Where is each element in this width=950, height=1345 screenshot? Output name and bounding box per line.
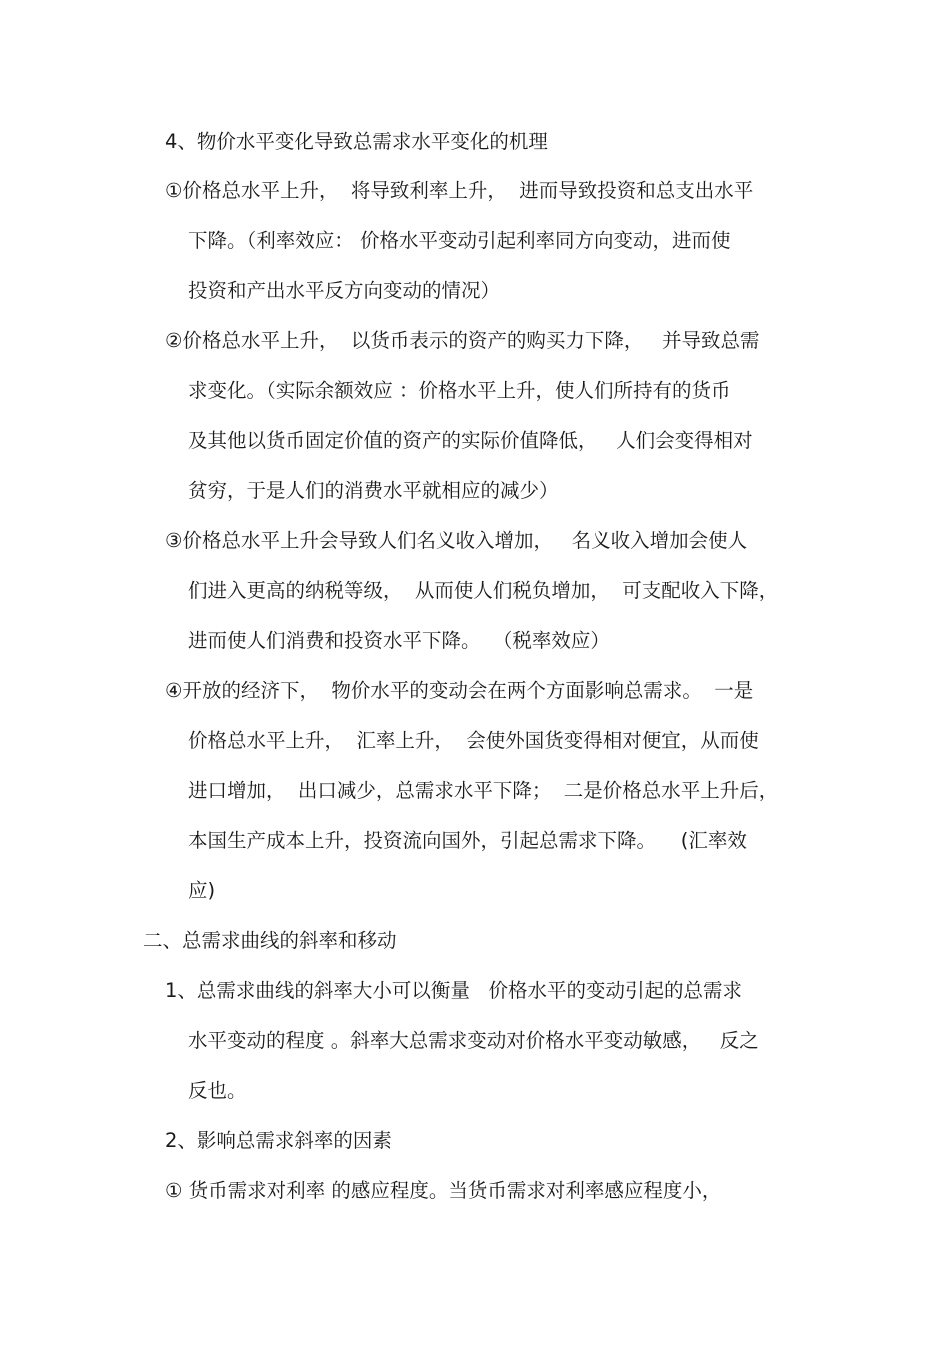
paragraph-exchange-rate-effect-line-5: 应) [188, 879, 216, 902]
paragraph-tax-rate-effect-line-3: 进而使人们消费和投资水平下降。 （税率效应） [188, 629, 610, 652]
paragraph-real-balance-effect-line-4: 贫穷，于是人们的消费水平就相应的减少） [188, 479, 559, 502]
paragraph-slope-measure-line-3: 反也。 [188, 1079, 247, 1102]
subheading-slope-factors: 2、影响总需求斜率的因素 [165, 1129, 392, 1152]
paragraph-slope-measure-line-2: 水平变动的程度 。斜率大总需求变动对价格水平变动敏感， 反之 [188, 1029, 759, 1052]
paragraph-exchange-rate-effect-line-3: 进口增加， 出口减少，总需求水平下降； 二是价格总水平上升后， [188, 779, 779, 802]
section-heading-slope-and-shift: 二、总需求曲线的斜率和移动 [143, 929, 397, 952]
paragraph-interest-rate-effect-line-2: 下降。（利率效应： 价格水平变动引起利率同方向变动，进而使 [188, 229, 731, 252]
paragraph-tax-rate-effect-line-1: ③价格总水平上升会导致人们名义收入增加， 名义收入增加会使人 [165, 529, 748, 552]
paragraph-exchange-rate-effect-line-1: ④开放的经济下， 物价水平的变动会在两个方面影响总需求。 一是 [165, 679, 754, 702]
paragraph-interest-rate-effect-line-1: ①价格总水平上升， 将导致利率上升， 进而导致投资和总支出水平 [165, 179, 754, 202]
paragraph-slope-measure-line-1: 1、总需求曲线的斜率大小可以衡量 价格水平的变动引起的总需求 [165, 979, 743, 1002]
paragraph-interest-rate-effect-line-3: 投资和产出水平反方向变动的情况） [188, 279, 501, 302]
heading-mechanism: 4、物价水平变化导致总需求水平变化的机理 [165, 130, 548, 153]
paragraph-real-balance-effect-line-2: 求变化。（实际余额效应 ：价格水平上升，使人们所持有的货币 [188, 379, 731, 402]
paragraph-money-demand-sensitivity: ① 货币需求对利率 的感应程度。当货币需求对利率感应程度小， [165, 1179, 722, 1202]
paragraph-exchange-rate-effect-line-4: 本国生产成本上升，投资流向国外，引起总需求下降。 (汇率效 [188, 829, 747, 852]
paragraph-real-balance-effect-line-1: ②价格总水平上升， 以货币表示的资产的购买力下降， 并导致总需 [165, 329, 760, 352]
paragraph-real-balance-effect-line-3: 及其他以货币固定价值的资产的实际价值降低， 人们会变得相对 [188, 429, 753, 452]
paragraph-tax-rate-effect-line-2: 们进入更高的纳税等级， 从而使人们税负增加， 可支配收入下降， [188, 579, 779, 602]
paragraph-exchange-rate-effect-line-2: 价格总水平上升， 汇率上升， 会使外国货变得相对便宜，从而使 [188, 729, 759, 752]
